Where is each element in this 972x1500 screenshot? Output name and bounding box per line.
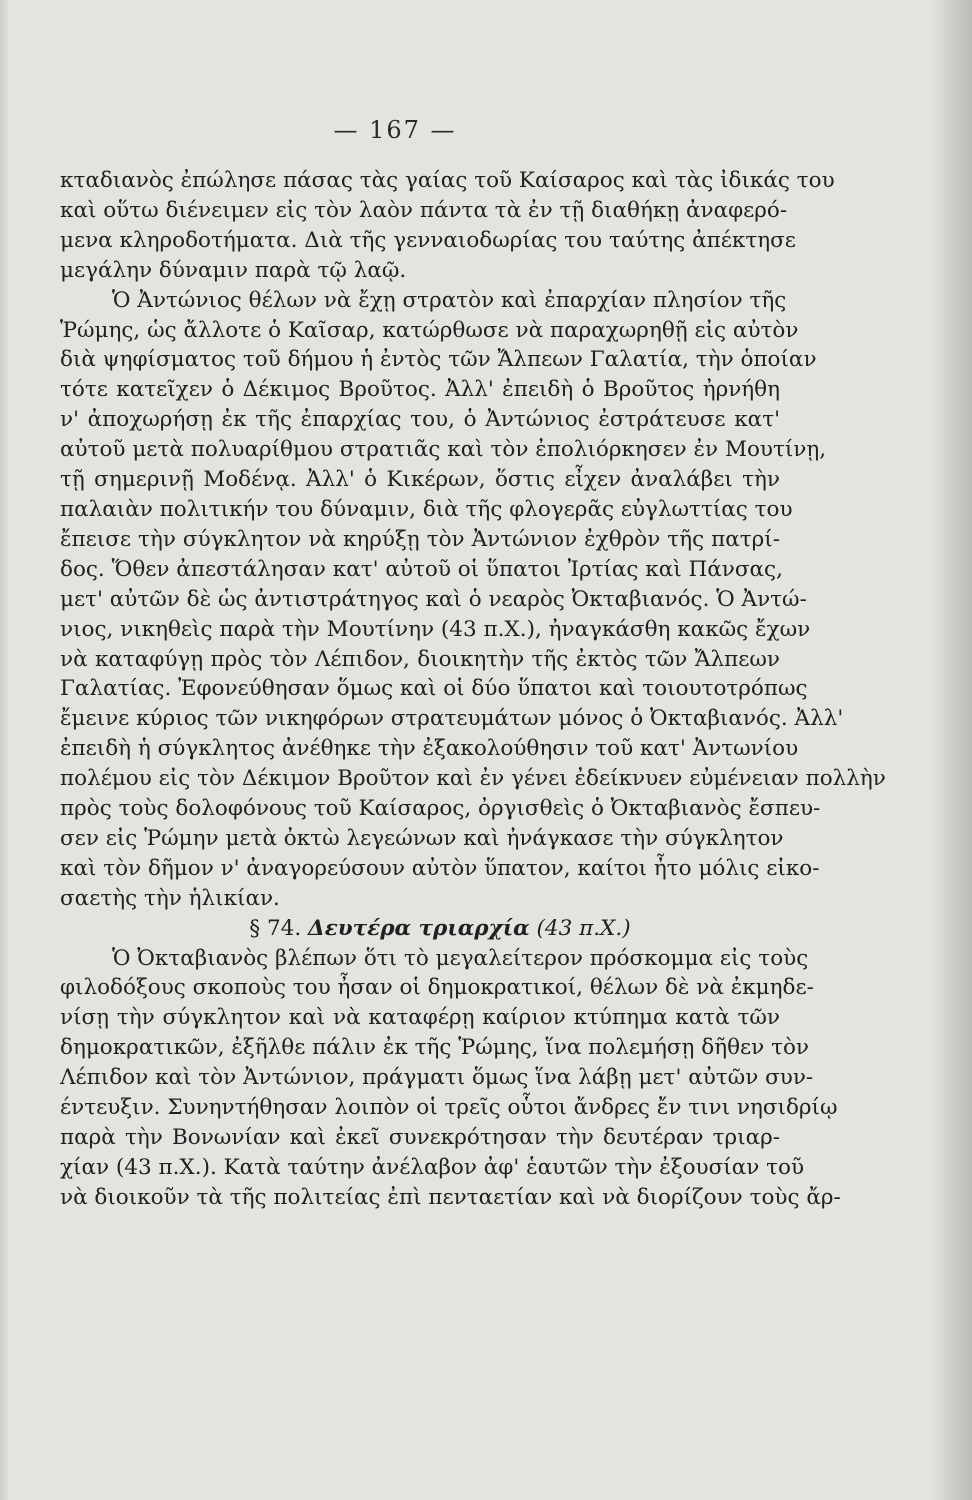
text-line: σεν εἰς Ῥώμην μετὰ ὀκτὼ λεγεώνων καὶ ἠνάγκασε τὴν σύγκλητον xyxy=(60,825,784,851)
text-line: παρὰ τὴν Βονωνίαν καὶ ἐκεῖ συνεκρότησαν τὴν δευτέραν τριαρ- xyxy=(60,1125,780,1150)
text-line: διὰ ψηφίσματος τοῦ δήμου ἡ ἐντὸς τῶν Ἄλπεων Γαλατία, τὴν ὁποίαν xyxy=(60,347,817,373)
text-line: ἐπειδὴ ἡ σύγκλητος ἀνέθηκε τὴν ἐξακολούθησιν τοῦ κατ' Ἀντωνίου xyxy=(60,736,799,762)
text-line: ἔπεισε τὴν σύγκλητον νὰ κηρύξῃ τὸν Ἀντώνιον ἐχθρὸν τῆς πατρί- xyxy=(60,526,780,552)
section-number: § 74. xyxy=(249,915,302,941)
text-line: κταδιανὸς ἐπώλησε πάσας τὰς γαίας τοῦ Καίσαρος καὶ τὰς ἰδικάς του xyxy=(60,168,835,193)
text-line: σαετὴς τὴν ἡλικίαν. xyxy=(60,885,280,911)
section-title: Δευτέρα τριαρχία xyxy=(308,915,530,941)
text-line: νιος, νικηθεὶς παρὰ τὴν Μουτίνην (43 π.Χ.), ἠναγκάσθη κακῶς ἔχων xyxy=(60,616,811,642)
text-line: ἔμεινε κύριος τῶν νικηφόρων στρατευμάτων μόνος ὁ Ὀκταβιανός. Ἀλλ' xyxy=(60,706,844,732)
section-date: (43 π.Χ.) xyxy=(536,915,631,941)
text-line: νίσῃ τὴν σύγκλητον καὶ νὰ καταφέρῃ καίριον κτύπημα κατὰ τῶν xyxy=(60,1005,780,1031)
text-line: μεγάλην δύναμιν παρὰ τῷ λαῷ. xyxy=(60,257,407,283)
text-line: καὶ οὕτω διένειμεν εἰς τὸν λαὸν πάντα τὰ ἐν τῇ διαθήκῃ ἀναφερό- xyxy=(60,197,788,223)
text-line: Λέπιδον καὶ τὸν Ἀντώνιον, πράγματι ὅμως ἵνα λάβῃ μετ' αὐτῶν συν- xyxy=(60,1065,814,1091)
text-line: παλαιὰν πολιτικήν του δύναμιν, διὰ τῆς φλογερᾶς εὐγλωττίας του xyxy=(60,496,793,522)
text-line: δος. Ὅθεν ἀπεστάλησαν κατ' αὐτοῦ οἱ ὕπατοι Ἰρτίας καὶ Πάνσας, xyxy=(60,556,783,582)
body-text xyxy=(60,166,886,1213)
text-line: μενα κληροδοτήματα. Διὰ τῆς γενναιοδωρίας του ταύτης ἀπέκτησε xyxy=(60,227,796,253)
text-line: τότε κατεῖχεν ὁ Δέκιμος Βροῦτος. Ἀλλ' ἐπειδὴ ὁ Βροῦτος ἠρνήθη xyxy=(60,377,780,403)
text-line: φιλοδόξους σκοποὺς του ἦσαν οἱ δημοκρατικοί, θέλων δὲ νὰ ἐκμηδε- xyxy=(60,975,814,1001)
text-line: έντευξιν. Συνηντήθησαν λοιπὸν οἱ τρεῖς οὗτοι ἄνδρες ἔν τινι νησιδρίῳ xyxy=(60,1095,838,1121)
text-line: ν' ἀποχωρήσῃ ἐκ τῆς ἐπαρχίας του, ὁ Ἀντώνιος ἐστράτευσε κατ' xyxy=(60,407,780,433)
text-line: Ὁ Ἀντώνιος θέλων νὰ ἔχῃ στρατὸν καὶ ἐπαρχίαν πλησίον τῆς xyxy=(112,287,787,313)
page-right-edge-shadow xyxy=(930,0,972,1500)
text-line: Ὁ Ὀκταβιανὸς βλέπων ὅτι τὸ μεγαλείτερον πρόσκομμα εἰς τοὺς xyxy=(112,945,809,971)
text-line: Γαλατίας. Ἐφονεύθησαν ὅμως καὶ οἱ δύο ὕπατοι καὶ τοιουτοτρόπως xyxy=(60,676,808,702)
text-line: αὐτοῦ μετὰ πολυαρίθμου στρατιᾶς καὶ τὸν ἐπολιόρκησεν ἐν Μουτίνῃ, xyxy=(60,437,827,463)
text-line: πολέμου εἰς τὸν Δέκιμον Βροῦτον καὶ ἐν γένει ἐδείκνυεν εὐμένειαν πολλὴν xyxy=(60,766,886,792)
text-line: πρὸς τοὺς δολοφόνους τοῦ Καίσαρος, ὀργισθεὶς ὁ Ὀκταβιανὸς ἔσπευ- xyxy=(60,796,821,822)
text-line: χίαν (43 π.Χ.). Κατὰ ταύτην ἀνέλαβον ἀφ' ἑαυτῶν τὴν ἐξουσίαν τοῦ xyxy=(60,1154,805,1180)
text-line: νὰ διοικοῦν τὰ τῆς πολιτείας ἐπὶ πενταετίαν καὶ νὰ διορίζουν τοὺς ἄρ- xyxy=(60,1184,841,1210)
page-left-edge-shadow xyxy=(0,0,10,1500)
text-line: Ῥώμης, ὡς ἄλλοτε ὁ Καῖσαρ, κατώρθωσε νὰ παραχωρηθῇ εἰς αὐτὸν xyxy=(60,317,799,343)
page-number: — 167 — xyxy=(333,116,457,144)
text-line: μετ' αὐτῶν δὲ ὡς ἀντιστράτηγος καὶ ὁ νεαρὸς Ὀκταβιανός. Ὁ Ἀντώ- xyxy=(60,586,807,612)
text-line: δημοκρατικῶν, ἐξῆλθε πάλιν ἐκ τῆς Ῥώμης, ἵνα πολεμήσῃ δῆθεν τὸν xyxy=(60,1035,809,1061)
text-line: τῇ σημερινῇ Μοδένᾳ. Ἀλλ' ὁ Κικέρων, ὅστις εἶχεν ἀναλάβει τὴν xyxy=(60,467,780,493)
section-heading xyxy=(60,914,780,944)
text-line: καὶ τὸν δῆμον ν' ἀναγορεύσουν αὐτὸν ὕπατον, καίτοι ἦτο μόλις εἰκο- xyxy=(60,855,820,881)
text-line: νὰ καταφύγῃ πρὸς τὸν Λέπιδον, διοικητὴν τῆς ἐκτὸς τῶν Ἄλπεων xyxy=(60,646,780,672)
